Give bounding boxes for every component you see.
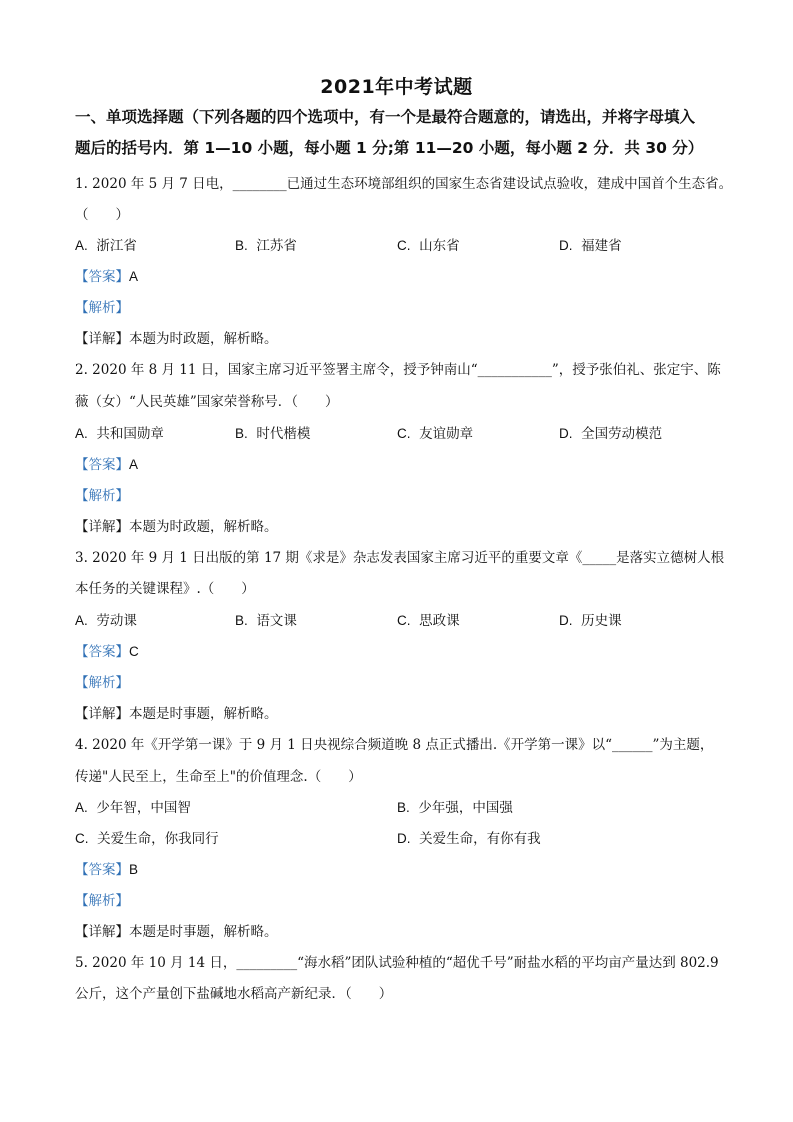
question-1-line: （ ） <box>75 207 129 223</box>
detail-tag: 【详解】 <box>75 924 129 940</box>
analysis-line <box>75 671 129 691</box>
analysis-tag: 【解析】 <box>75 300 129 316</box>
section-heading-line: 一、单项选择题（下列各题的四个选项中，有一个是最符合题意的，请选出，并将字母填入 <box>75 108 696 126</box>
answer-value: A <box>129 457 139 472</box>
detail-tag: 【详解】 <box>75 331 129 347</box>
option-a: A. 少年智，中国智 <box>75 800 191 816</box>
section-heading-line: 题后的括号内．第 1—10 小题，每小题 1 分;第 11—20 小题，每小题 2 分．共 30 分） <box>75 139 704 157</box>
answer-line <box>75 453 138 473</box>
question-2-line: 薇（女）“人民英雄”国家荣誉称号．（ ） <box>75 394 339 410</box>
option-b: B. 时代楷模 <box>235 426 311 442</box>
option-a: A. 浙江省 <box>75 238 137 254</box>
answer-line <box>75 858 138 878</box>
answer-line <box>75 265 138 285</box>
detail-line <box>75 702 278 722</box>
option-d: D. 关爱生命，有你有我 <box>397 831 541 847</box>
question-2-line: 2. 2020 年 8 月 11 日，国家主席习近平签署主席令，授予钟南山“___________”，授予张伯礼、张定宇、陈 <box>75 362 721 378</box>
analysis-tag: 【解析】 <box>75 893 129 909</box>
detail-text: 本题为时政题，解析略。 <box>129 331 278 347</box>
answer-line <box>75 640 139 660</box>
analysis-tag: 【解析】 <box>75 488 129 504</box>
answer-value: B <box>129 862 139 877</box>
detail-tag: 【详解】 <box>75 519 129 535</box>
detail-line <box>75 920 278 940</box>
detail-text: 本题为时政题，解析略。 <box>129 519 278 535</box>
question-5-line: 5. 2020 年 10 月 14 日，_________“海水稻”团队试验种植的“超优千号”耐盐水稻的平均亩产量达到 802.9 <box>75 955 719 971</box>
detail-line <box>75 515 278 535</box>
analysis-line <box>75 296 129 316</box>
option-d: D. 福建省 <box>559 238 622 254</box>
question-4-line: 传递"人民至上，生命至上"的价值理念.（ ） <box>75 769 362 785</box>
answer-value: A <box>129 269 139 284</box>
answer-value: C <box>129 644 139 659</box>
option-c: C. 关爱生命，你我同行 <box>75 831 219 847</box>
detail-tag: 【详解】 <box>75 706 129 722</box>
answer-tag: 【答案】 <box>75 269 129 285</box>
option-b: B. 江苏省 <box>235 238 297 254</box>
detail-text: 本题是时事题，解析略。 <box>129 706 278 722</box>
option-d: D. 全国劳动模范 <box>559 426 663 442</box>
question-4-line: 4. 2020 年《开学第一课》于 9 月 1 日央视综合频道晚 8 点正式播出.《开学第一课》以“______”为主题， <box>75 737 714 753</box>
question-1-line: 1. 2020 年 5 月 7 日电，________已通过生态环境部组织的国家生态省建设试点验收，建成中国首个生态省。 <box>75 176 733 192</box>
analysis-tag: 【解析】 <box>75 675 129 691</box>
detail-line <box>75 327 278 347</box>
option-b: B. 语文课 <box>235 613 297 629</box>
answer-tag: 【答案】 <box>75 862 129 878</box>
option-c: C. 友谊勋章 <box>397 426 474 442</box>
option-c: C. 山东省 <box>397 238 460 254</box>
answer-tag: 【答案】 <box>75 644 129 660</box>
analysis-line <box>75 484 129 504</box>
detail-text: 本题是时事题，解析略。 <box>129 924 278 940</box>
answer-tag: 【答案】 <box>75 457 129 473</box>
option-d: D. 历史课 <box>559 613 622 629</box>
question-5-line: 公斤，这个产量创下盐碱地水稻高产新纪录．（ ） <box>75 986 393 1002</box>
option-b: B. 少年强，中国强 <box>397 800 513 816</box>
section-heading <box>75 102 725 164</box>
question-3-line: 3. 2020 年 9 月 1 日出版的第 17 期《求是》杂志发表国家主席习近平的重要文章《_____是落实立德树人根 <box>75 550 725 566</box>
page-title: 2021年中考试题 <box>320 76 473 98</box>
option-a: A. 劳动课 <box>75 613 137 629</box>
option-a: A. 共和国勋章 <box>75 426 164 442</box>
option-c: C. 思政课 <box>397 613 460 629</box>
question-3-line: 本任务的关键课程》.（ ） <box>75 581 255 597</box>
analysis-line <box>75 889 129 909</box>
